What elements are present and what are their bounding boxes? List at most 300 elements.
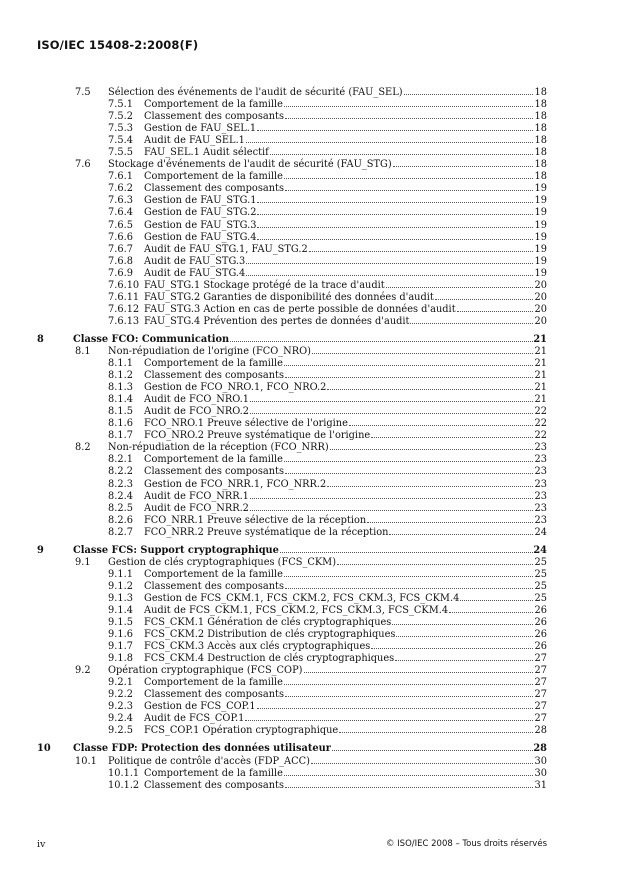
- toc-entry-page: 25: [534, 592, 547, 604]
- toc-entry[interactable]: [37, 629, 547, 641]
- toc-entry-label: Classement des composants: [144, 466, 284, 478]
- toc-leader-dots: [250, 510, 533, 511]
- toc-entry-page: 21: [534, 345, 547, 357]
- toc-leader-dots: [285, 377, 533, 378]
- toc-leader-dots: [339, 732, 533, 733]
- toc-entry-number: 7.6.4: [108, 207, 133, 219]
- toc-entry-page: 27: [534, 713, 547, 725]
- toc-entry-title: [144, 220, 533, 232]
- toc-entry-page: 26: [534, 641, 547, 653]
- toc-entry-number: 7.5.3: [108, 123, 133, 135]
- toc-entry-title: [108, 557, 533, 569]
- toc-entry-label: Politique de contrôle d'accès (FDP_ACC): [108, 755, 310, 767]
- toc-entry-label: Gestion de FAU_STG.1: [144, 195, 257, 207]
- toc-entry-label: Comportement de la famille: [144, 171, 283, 183]
- toc-entry-page: 21: [534, 394, 547, 406]
- toc-entry-page: 19: [534, 255, 547, 267]
- toc-entry-title: [144, 111, 533, 123]
- table-of-contents: [37, 87, 547, 792]
- toc-leader-dots: [250, 401, 533, 402]
- toc-entry-number: 7.5.2: [108, 111, 133, 123]
- toc-entry-label: Gestion de FCO_NRR.1, FCO_NRR.2: [144, 478, 327, 490]
- toc-entry-title: [144, 232, 533, 244]
- toc-entry-page: 19: [534, 267, 547, 279]
- toc-entry-number: 10.1.1: [108, 767, 140, 779]
- toc-entry-label: FCS_CKM.4 Destruction de clés cryptographiques: [144, 653, 395, 665]
- toc-entry[interactable]: [37, 111, 547, 123]
- toc-entry[interactable]: [37, 756, 547, 768]
- toc-entry-number: 9.2.5: [108, 725, 133, 737]
- toc-entry-title: [108, 159, 533, 171]
- toc-entry-label: Classement des composants: [144, 580, 284, 592]
- toc-entry-label: Opération cryptographique (FCS_COP): [108, 665, 303, 677]
- toc-entry-number: 7.6.6: [108, 231, 133, 243]
- toc-entry-title: [144, 406, 533, 418]
- toc-entry-page: 28: [533, 743, 547, 755]
- toc-entry-number: 9.1.1: [108, 568, 133, 580]
- toc-entry-title: [108, 756, 533, 768]
- toc-entry-page: 26: [534, 629, 547, 641]
- toc-entry-title: [144, 593, 533, 605]
- toc-entry[interactable]: [37, 316, 547, 328]
- toc-leader-dots: [449, 612, 533, 613]
- toc-entry-page: 23: [534, 442, 547, 454]
- toc-entry[interactable]: [37, 515, 547, 527]
- toc-entry-number: 9.1.4: [108, 604, 133, 616]
- toc-entry[interactable]: [37, 232, 547, 244]
- toc-entry-page: 30: [534, 755, 547, 767]
- toc-leader-dots: [257, 130, 533, 131]
- toc-entry-page: 25: [534, 556, 547, 568]
- toc-entry-title: [144, 491, 533, 503]
- toc-entry-page: 19: [534, 195, 547, 207]
- toc-leader-dots: [285, 787, 533, 788]
- toc-entry-title: [144, 394, 533, 406]
- toc-entry-label: Sélection des événements de l'audit de sécurité (FAU_SEL): [108, 87, 403, 98]
- toc-entry-page: 27: [534, 701, 547, 713]
- toc-entry-title: [144, 581, 533, 593]
- toc-entry-page: 22: [534, 430, 547, 442]
- toc-entry-number: 9.1.2: [108, 580, 133, 592]
- toc-entry-label: Non-répudiation de la réception (FCO_NRR): [108, 442, 329, 454]
- toc-entry-page: 27: [534, 689, 547, 701]
- toc-entry-number: 8.2.4: [108, 490, 133, 502]
- toc-entry-title: [144, 171, 533, 183]
- toc-entry-number: 9.1.7: [108, 641, 133, 653]
- toc-entry-number: 7.6.9: [108, 267, 133, 279]
- toc-leader-dots: [386, 287, 533, 288]
- toc-leader-dots: [257, 708, 533, 709]
- toc-entry-number: 8.1.2: [108, 370, 133, 382]
- toc-entry-number: 9.1: [75, 556, 91, 568]
- toc-entry-label: FAU_STG.1 Stockage protégé de la trace d'audit: [144, 279, 385, 291]
- toc-entry-label: Comportement de la famille: [144, 767, 283, 779]
- toc-entry-number: 8.1.4: [108, 394, 133, 406]
- toc-leader-dots: [245, 720, 533, 721]
- toc-entry[interactable]: [37, 545, 547, 557]
- toc-entry[interactable]: [37, 605, 547, 617]
- toc-entry-number: 8.1.5: [108, 406, 133, 418]
- toc-entry[interactable]: [37, 280, 547, 292]
- toc-entry-label: Gestion de FAU_SEL.1: [144, 123, 257, 135]
- toc-entry-page: 19: [534, 243, 547, 255]
- toc-entry-label: Audit de FCS_CKM.1, FCS_CKM.2, FCS_CKM.3, FCS_CKM.4: [144, 604, 449, 616]
- toc-entry-page: 25: [534, 580, 547, 592]
- copyright-notice: © ISO/IEC 2008 – Tous droits réservés: [385, 839, 547, 849]
- toc-entry-page: 23: [534, 502, 547, 514]
- toc-entry[interactable]: [37, 701, 547, 713]
- toc-entry-label: Audit de FAU_STG.1, FAU_STG.2: [144, 243, 308, 255]
- toc-entry-number: 7.5.1: [108, 99, 133, 111]
- toc-entry-label: Classe FCS: Support cryptographique: [73, 544, 279, 556]
- toc-entry-page: 23: [534, 454, 547, 466]
- toc-entry-title: [144, 304, 533, 316]
- toc-entry-title: [144, 316, 533, 328]
- toc-leader-dots: [327, 486, 533, 487]
- toc-entry[interactable]: [37, 677, 547, 689]
- toc-entry[interactable]: [37, 689, 547, 701]
- toc-leader-dots: [395, 660, 533, 661]
- toc-entry-title: [144, 135, 533, 147]
- toc-entry-label: Gestion de FCO_NRO.1, FCO_NRO.2: [144, 382, 327, 394]
- toc-entry-page: 23: [534, 514, 547, 526]
- toc-entry-number: 7.6.13: [108, 315, 140, 327]
- toc-entry[interactable]: [37, 268, 547, 280]
- toc-entry-label: Audit de FCO_NRO.2: [144, 406, 250, 418]
- toc-entry-label: Classement des composants: [144, 111, 284, 123]
- toc-entry-number: 10: [37, 743, 51, 755]
- toc-entry-number: 9.1.3: [108, 592, 133, 604]
- toc-entry-label: FCO_NRO.2 Preuve systématique de l'origine: [144, 430, 371, 442]
- toc-entry-label: Gestion de FAU_STG.3: [144, 219, 257, 231]
- toc-leader-dots: [246, 275, 533, 276]
- toc-entry-number: 9.1.6: [108, 629, 133, 641]
- toc-entry-title: [144, 677, 533, 689]
- toc-entry-title: [144, 292, 533, 304]
- toc-entry[interactable]: [37, 159, 547, 171]
- toc-entry-title: [144, 701, 533, 713]
- toc-entry-page: 27: [534, 677, 547, 689]
- toc-leader-dots: [327, 389, 533, 390]
- toc-entry[interactable]: [37, 370, 547, 382]
- toc-entry-number: 10.1: [75, 755, 97, 767]
- toc-entry[interactable]: [37, 99, 547, 111]
- toc-entry-title: [144, 466, 533, 478]
- toc-leader-dots: [389, 534, 533, 535]
- toc-entry-number: 7.6.3: [108, 195, 133, 207]
- toc-entry-page: 23: [534, 466, 547, 478]
- toc-entry-page: 18: [534, 123, 547, 135]
- toc-entry-number: 7.6.10: [108, 279, 140, 291]
- toc-entry-label: FAU_STG.3 Action en cas de perte possible de données d'audit: [144, 303, 456, 315]
- toc-entry[interactable]: [37, 491, 547, 503]
- toc-entry-number: 7.6.2: [108, 183, 133, 195]
- toc-entry-page: 19: [534, 183, 547, 195]
- toc-entry[interactable]: [37, 406, 547, 418]
- toc-entry-title: [144, 256, 533, 268]
- toc-entry[interactable]: [37, 382, 547, 394]
- toc-entry-label: Audit de FAU_STG.3: [144, 255, 246, 267]
- toc-entry-number: 7.6.1: [108, 171, 133, 183]
- toc-leader-dots: [230, 341, 533, 342]
- toc-entry-label: FCS_CKM.3 Accès aux clés cryptographiques: [144, 641, 371, 653]
- toc-entry-page: 28: [534, 725, 547, 737]
- toc-leader-dots: [457, 311, 533, 312]
- toc-entry-label: Classe FCO: Communication: [73, 333, 230, 345]
- toc-entry-number: 8: [37, 333, 44, 345]
- toc-entry-label: FCS_COP.1 Opération cryptographique: [144, 725, 339, 737]
- toc-leader-dots: [280, 552, 533, 553]
- toc-entry-number: 9.2.4: [108, 713, 133, 725]
- toc-entry-title: [73, 743, 533, 755]
- toc-entry-page: 23: [534, 490, 547, 502]
- toc-entry[interactable]: [37, 713, 547, 725]
- toc-entry-title: [144, 147, 533, 159]
- toc-entry-title: [144, 780, 533, 792]
- toc-entry[interactable]: [37, 479, 547, 491]
- toc-entry-title: [144, 605, 533, 617]
- toc-entry[interactable]: [37, 653, 547, 665]
- toc-entry-page: 21: [533, 333, 547, 345]
- toc-entry-title: [144, 358, 533, 370]
- toc-entry-title: [73, 545, 533, 557]
- toc-entry-page: 21: [534, 382, 547, 394]
- toc-entry-page: 23: [534, 478, 547, 490]
- toc-leader-dots: [311, 763, 533, 764]
- toc-leader-dots: [250, 413, 533, 414]
- toc-entry-page: 25: [534, 568, 547, 580]
- page-number: iv: [37, 839, 46, 850]
- toc-entry-title: [144, 527, 533, 539]
- toc-entry[interactable]: [37, 358, 547, 370]
- toc-entry-title: [144, 207, 533, 219]
- toc-entry-label: Gestion de FAU_STG.2: [144, 207, 257, 219]
- toc-entry-number: 9.2: [75, 665, 91, 677]
- toc-entry-page: 20: [534, 315, 547, 327]
- toc-entry-title: [144, 454, 533, 466]
- toc-entry-title: [73, 334, 533, 346]
- toc-entry[interactable]: [37, 466, 547, 478]
- toc-entry[interactable]: [37, 394, 547, 406]
- toc-leader-dots: [284, 576, 533, 577]
- toc-entry[interactable]: [37, 768, 547, 780]
- toc-entry[interactable]: [37, 123, 547, 135]
- toc-entry-title: [144, 183, 533, 195]
- toc-entry[interactable]: [37, 195, 547, 207]
- toc-entry-number: 8.1.3: [108, 382, 133, 394]
- toc-entry[interactable]: [37, 527, 547, 539]
- toc-leader-dots: [257, 227, 533, 228]
- toc-entry-title: [144, 503, 533, 515]
- toc-entry-title: [144, 244, 533, 256]
- toc-entry[interactable]: [37, 430, 547, 442]
- toc-entry-number: 8.1: [75, 345, 91, 357]
- toc-entry-page: 18: [534, 111, 547, 123]
- toc-entry-label: Audit de FAU_STG.4: [144, 267, 246, 279]
- toc-entry-page: 26: [534, 617, 547, 629]
- toc-entry-label: Comportement de la famille: [144, 454, 283, 466]
- toc-entry[interactable]: [37, 725, 547, 737]
- toc-entry-title: [144, 280, 533, 292]
- toc-entry[interactable]: [37, 292, 547, 304]
- toc-entry[interactable]: [37, 135, 547, 147]
- toc-leader-dots: [250, 498, 533, 499]
- toc-leader-dots: [284, 106, 533, 107]
- toc-entry[interactable]: [37, 256, 547, 268]
- toc-entry-title: [144, 99, 533, 111]
- toc-entry-label: Comportement de la famille: [144, 358, 283, 370]
- toc-entry-page: 27: [534, 665, 547, 677]
- toc-entry-label: FCS_CKM.1 Génération de clés cryptographiques: [144, 617, 392, 629]
- toc-leader-dots: [257, 239, 533, 240]
- toc-leader-dots: [371, 437, 533, 438]
- toc-entry-title: [144, 689, 533, 701]
- toc-leader-dots: [410, 323, 533, 324]
- toc-entry[interactable]: [37, 147, 547, 159]
- toc-leader-dots: [312, 353, 533, 354]
- toc-entry-label: Gestion de clés cryptographiques (FCS_CKM): [108, 556, 337, 568]
- toc-entry[interactable]: [37, 442, 547, 454]
- toc-entry[interactable]: [37, 617, 547, 629]
- toc-entry-label: Comportement de la famille: [144, 99, 283, 111]
- toc-entry-number: 7.6.11: [108, 291, 140, 303]
- toc-entry-number: 8.2.7: [108, 526, 133, 538]
- toc-leader-dots: [330, 449, 533, 450]
- toc-entry[interactable]: [37, 171, 547, 183]
- toc-entry-page: 19: [534, 207, 547, 219]
- toc-entry[interactable]: [37, 207, 547, 219]
- toc-entry-page: 19: [534, 231, 547, 243]
- toc-entry-number: 7.6.5: [108, 219, 133, 231]
- toc-entry-title: [108, 665, 533, 677]
- toc-entry[interactable]: [37, 454, 547, 466]
- toc-entry-label: FAU_STG.2 Garanties de disponibilité des données d'audit: [144, 291, 434, 303]
- toc-entry[interactable]: [37, 593, 547, 605]
- toc-entry-label: Gestion de FCS_CKM.1, FCS_CKM.2, FCS_CKM.3, FCS_CKM.4: [144, 592, 460, 604]
- toc-entry[interactable]: [37, 569, 547, 581]
- toc-entry-page: 20: [534, 279, 547, 291]
- toc-entry[interactable]: [37, 220, 547, 232]
- toc-leader-dots: [396, 636, 533, 637]
- toc-leader-dots: [284, 365, 533, 366]
- toc-entry-title: [144, 641, 533, 653]
- toc-entry-title: [144, 430, 533, 442]
- toc-entry[interactable]: [37, 304, 547, 316]
- toc-entry-page: 19: [534, 219, 547, 231]
- toc-entry-title: [144, 370, 533, 382]
- toc-entry-label: Non-répudiation de l'origine (FCO_NRO): [108, 345, 311, 357]
- toc-entry-number: 8.1.6: [108, 418, 133, 430]
- toc-entry-page: 18: [534, 171, 547, 183]
- toc-entry-label: Audit de FAU_SEL.1: [144, 135, 245, 147]
- toc-leader-dots: [367, 522, 533, 523]
- toc-entry-page: 20: [534, 291, 547, 303]
- toc-entry-number: 7.6: [75, 159, 91, 171]
- toc-entry-label: FCO_NRO.1 Preuve sélective de l'origine: [144, 418, 348, 430]
- toc-leader-dots: [285, 588, 533, 589]
- toc-entry-number: 7.5.5: [108, 147, 133, 159]
- toc-entry-page: 18: [534, 99, 547, 111]
- toc-entry-label: Gestion de FAU_STG.4: [144, 231, 257, 243]
- toc-leader-dots: [285, 473, 533, 474]
- toc-entry[interactable]: [37, 244, 547, 256]
- toc-leader-dots: [257, 202, 533, 203]
- toc-entry[interactable]: [37, 641, 547, 653]
- toc-entry[interactable]: [37, 743, 547, 755]
- toc-entry-title: [108, 346, 533, 358]
- toc-entry-label: Comportement de la famille: [144, 677, 283, 689]
- toc-entry-number: 8.2.5: [108, 502, 133, 514]
- toc-entry-label: Audit de FCS_COP.1: [144, 713, 245, 725]
- toc-leader-dots: [371, 648, 533, 649]
- toc-entry[interactable]: [37, 418, 547, 430]
- toc-leader-dots: [285, 696, 533, 697]
- toc-entry-title: [144, 617, 533, 629]
- toc-entry-title: [108, 442, 533, 454]
- toc-entry[interactable]: [37, 346, 547, 358]
- toc-leader-dots: [332, 750, 533, 751]
- toc-entry-page: 22: [534, 406, 547, 418]
- toc-entry[interactable]: [37, 780, 547, 792]
- toc-entry-label: FCS_CKM.2 Distribution de clés cryptographiques: [144, 629, 396, 641]
- toc-entry-title: [144, 195, 533, 207]
- toc-entry-label: Classement des composants: [144, 183, 284, 195]
- toc-leader-dots: [270, 154, 533, 155]
- toc-entry-label: Classe FDP: Protection des données utilisateur: [73, 743, 331, 755]
- toc-entry-number: 8.2: [75, 442, 91, 454]
- toc-entry[interactable]: [37, 581, 547, 593]
- toc-entry-label: Gestion de FCS_COP.1: [144, 701, 256, 713]
- toc-entry-page: 27: [534, 653, 547, 665]
- toc-entry-title: [144, 629, 533, 641]
- toc-entry[interactable]: [37, 557, 547, 569]
- toc-entry-title: [144, 725, 533, 737]
- toc-entry-label: Audit de FCO_NRO.1: [144, 394, 250, 406]
- toc-entry-page: 24: [534, 526, 547, 538]
- toc-entry[interactable]: [37, 183, 547, 195]
- toc-leader-dots: [393, 166, 533, 167]
- toc-entry-title: [108, 87, 533, 99]
- toc-entry-page: 30: [534, 767, 547, 779]
- toc-entry[interactable]: [37, 503, 547, 515]
- toc-entry-title: [144, 569, 533, 581]
- toc-entry-number: 8.2.6: [108, 514, 133, 526]
- toc-entry-page: 24: [533, 544, 547, 556]
- toc-entry-page: 18: [534, 87, 547, 98]
- toc-entry-title: [144, 713, 533, 725]
- toc-leader-dots: [349, 425, 533, 426]
- toc-entry[interactable]: [37, 665, 547, 677]
- toc-leader-dots: [284, 684, 533, 685]
- toc-leader-dots: [284, 461, 533, 462]
- toc-entry[interactable]: [37, 334, 547, 346]
- toc-entry-title: [144, 268, 533, 280]
- toc-leader-dots: [404, 94, 533, 95]
- toc-entry-number: 7.6.12: [108, 303, 140, 315]
- toc-entry-number: 9.2.1: [108, 677, 133, 689]
- toc-entry-page: 22: [534, 418, 547, 430]
- toc-entry-number: 9.1.5: [108, 617, 133, 629]
- toc-leader-dots: [257, 214, 533, 215]
- toc-entry-number: 9.2.3: [108, 701, 133, 713]
- toc-entry-title: [144, 123, 533, 135]
- toc-entry[interactable]: [37, 87, 547, 99]
- toc-leader-dots: [246, 142, 533, 143]
- toc-leader-dots: [460, 600, 533, 601]
- toc-entry-label: Classement des composants: [144, 779, 284, 791]
- toc-entry-number: 9: [37, 544, 44, 556]
- toc-entry-page: 18: [534, 147, 547, 159]
